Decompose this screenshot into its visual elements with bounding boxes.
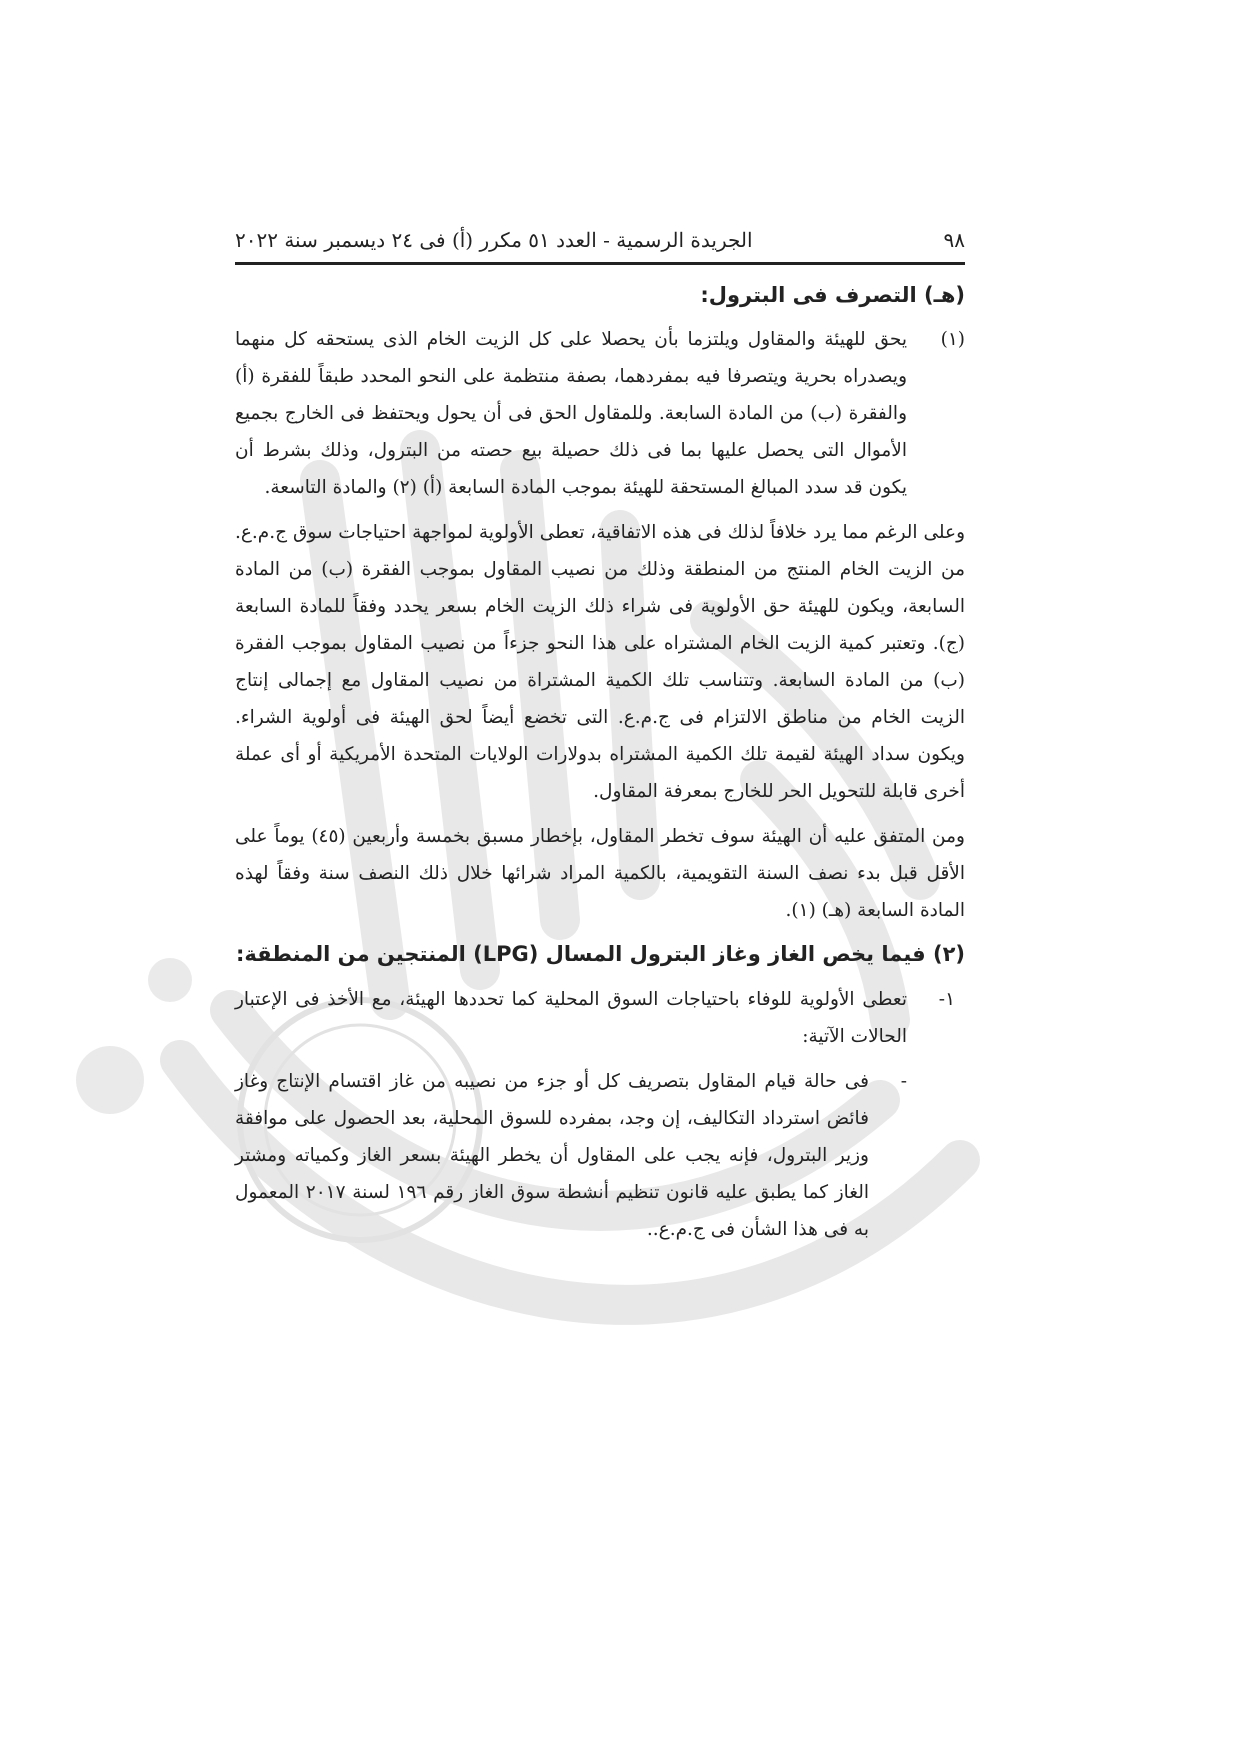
subclause-1-text: تعطى الأولوية للوفاء باحتياجات السوق المحلية كما تحددها الهيئة، مع الأخذ فى الإعتبار الحالات الآتية: (235, 989, 907, 1047)
document-page (235, 228, 965, 1256)
section-heading: (هـ) التصرف فى البترول: (700, 283, 965, 307)
dash-marker: - (900, 1071, 907, 1092)
subclause-1-number: ١- (938, 989, 955, 1010)
page-header (235, 228, 965, 265)
clause-1-text: يحق للهيئة والمقاول ويلتزما بأن يحصلا على كل الزيت الخام الذى يستحقه كل منهما ويصدراه بحرية ويتصرفا فيه بمفردهما، بصفة منتظمة على النحو المحدد طبقاً للفقرة (أ) والفقرة (ب) من المادة السابعة. وللمقاول الحق فى أن يحول ويحتفظ فى الخارج بجميع الأموال التى يحصل عليها بما فى ذلك حصيلة بيع حصته من البترول، وذلك بشرط أن يكون قد سدد المبالغ المستحقة للهيئة بموجب المادة السابعة (أ) (٢) والمادة التاسعة. (235, 329, 907, 498)
header-title: الجريدة الرسمية - العدد ٥١ مكرر (أ) فى ٢٤ ديسمبر سنة ٢٠٢٢ (235, 228, 753, 252)
clause-1 (235, 321, 965, 514)
gas-heading: (٢) فيما يخص الغاز وغاز البترول المسال (LPG) المنتجين من المنطقة: (235, 942, 965, 966)
subclause-1 (235, 981, 965, 1063)
dash-item-text: فى حالة قيام المقاول بتصريف كل أو جزء من نصيبه من غاز اقتسام الإنتاج وغاز فائض استرداد التكاليف، إن وجد، بمفرده للسوق المحلية، بعد الحصول على موافقة وزير البترول، فإنه يجب على المقاول أن يخطر الهيئة بسعر الغاز وكمياته ومشتر الغاز كما يطبق عليه قانون تنظيم أنشطة سوق الغاز رقم ١٩٦ لسنة ٢٠١٧ المعمول به فى هذا الشأن فى ج.م.ع.. (235, 1071, 870, 1240)
clause-1-number: (١) (940, 329, 965, 350)
dash-item-1 (235, 1063, 965, 1256)
page-number: ٩٨ (943, 228, 965, 252)
paragraph-notice: ومن المتفق عليه أن الهيئة سوف تخطر المقاول، بإخطار مسبق بخمسة وأربعين (٤٥) يوماً على الأقل قبل بدء نصف السنة التقويمية، بالكمية المراد شرائها خلال ذلك النصف سنة وفقاً لهذه المادة السابعة (هـ) (١). (235, 826, 965, 921)
paragraph-priority: وعلى الرغم مما يرد خلافاً لذلك فى هذه الاتفاقية، تعطى الأولوية لمواجهة احتياجات سوق ج.م.ع. من الزيت الخام المنتج من المنطقة وذلك من نصيب المقاول بموجب الفقرة (ب) من المادة السابعة، ويكون للهيئة حق الأولوية فى شراء ذلك الزيت الخام بسعر يحدد وفقاً للمادة السابعة (ج). وتعتبر كمية الزيت الخام المشتراه على هذا النحو جزءاً من نصيب المقاول بموجب الفقرة (ب) من المادة السابعة. وتتناسب تلك الكمية المشتراة من نصيب المقاول مع إجمالى إنتاج الزيت الخام من مناطق الالتزام فى ج.م.ع. التى تخضع أيضاً لحق الهيئة فى أولوية الشراء. ويكون سداد الهيئة لقيمة تلك الكمية المشتراه بدولارات الولايات المتحدة الأمريكية أو أى عملة أخرى قابلة للتحويل الحر للخارج بمعرفة المقاول. (235, 522, 965, 802)
